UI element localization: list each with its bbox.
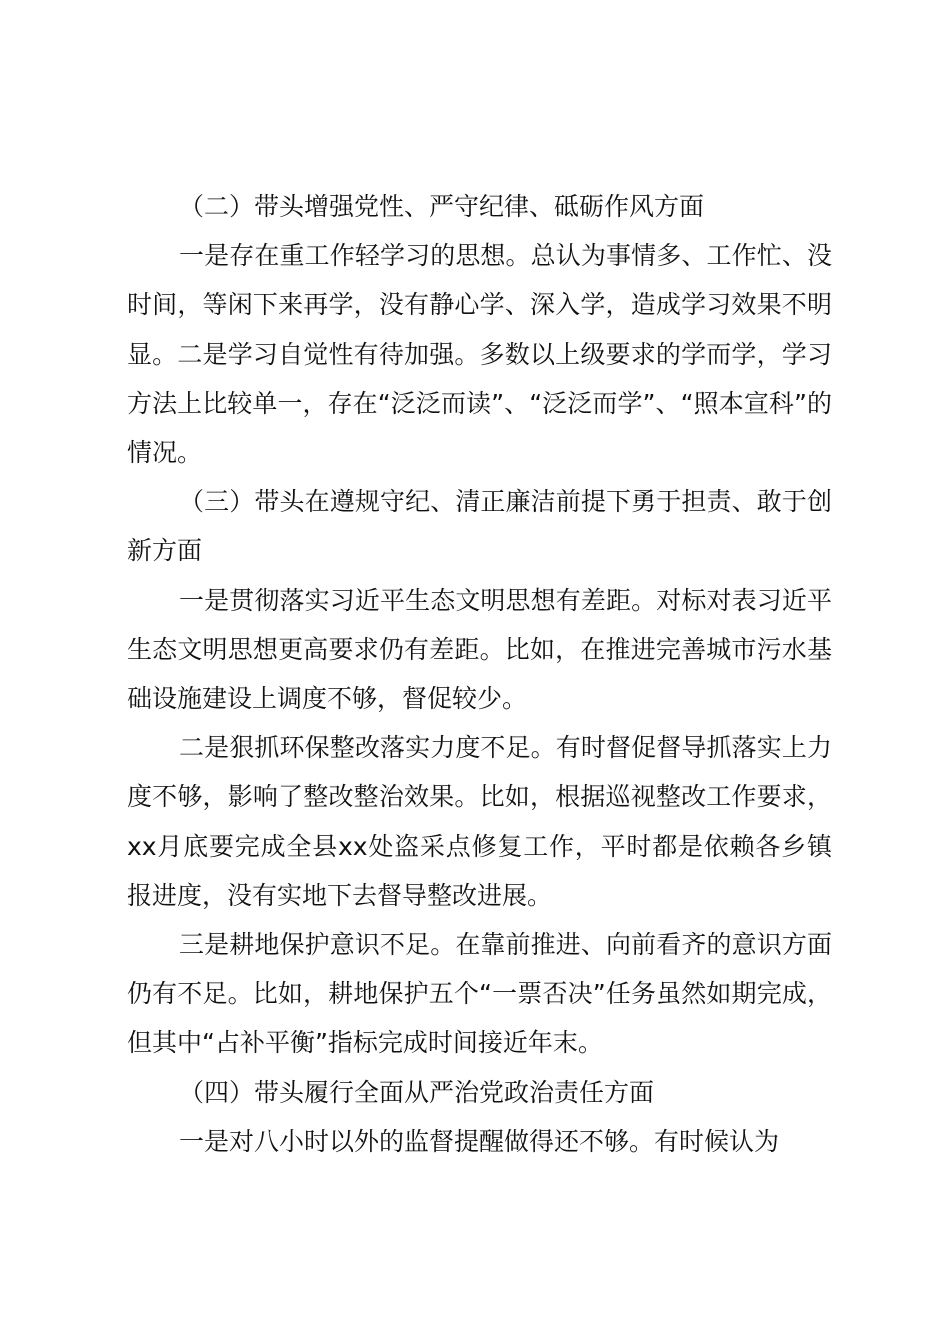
body-paragraph: 一是对八小时以外的监督提醒做得还不够。有时候认为 — [179, 1126, 780, 1156]
body-paragraph: 三是耕地保护意识不足。在靠前推进、向前看齐的意识方面仍有不足。比如，耕地保护五个“一票否决”任务虽然如期完成，但其中“占补平衡”指标完成时间接近年末。 — [127, 930, 832, 1058]
body-paragraph: 二是狠抓环保整改落实力度不足。有时督促督导抓落实上力度不够，影响了整改整治效果。比如，根据巡视整改工作要求，xx月底要完成全县xx处盗采点修复工作，平时都是依赖各乡镇报进度，没有实地下去督导整改进展。 — [127, 733, 832, 910]
section-heading-3: （三）带头在遵规守纪、清正廉洁前提下勇于担责、敢于创新方面 — [127, 487, 832, 566]
body-paragraph: 一是贯彻落实习近平生态文明思想有差距。对标对表习近平生态文明思想更高要求仍有差距。比如，在推进完善城市污水基础设施建设上调度不够，督促较少。 — [127, 585, 832, 714]
body-paragraph: 一是存在重工作轻学习的思想。总认为事情多、工作忙、没时间，等闲下来再学，没有静心学、深入学，造成学习效果不明显。二是学习自觉性有待加强。多数以上级要求的学而学，学习方法上比较单一，存在“泛泛而读”、“泛泛而学”、“照本宣科”的情况。 — [127, 241, 832, 468]
section-heading-4: （四）带头履行全面从严治党政治责任方面 — [179, 1077, 655, 1107]
document-body — [127, 182, 832, 1166]
section-heading-2: （二）带头增强党性、严守纪律、砥砺作风方面 — [179, 192, 705, 221]
